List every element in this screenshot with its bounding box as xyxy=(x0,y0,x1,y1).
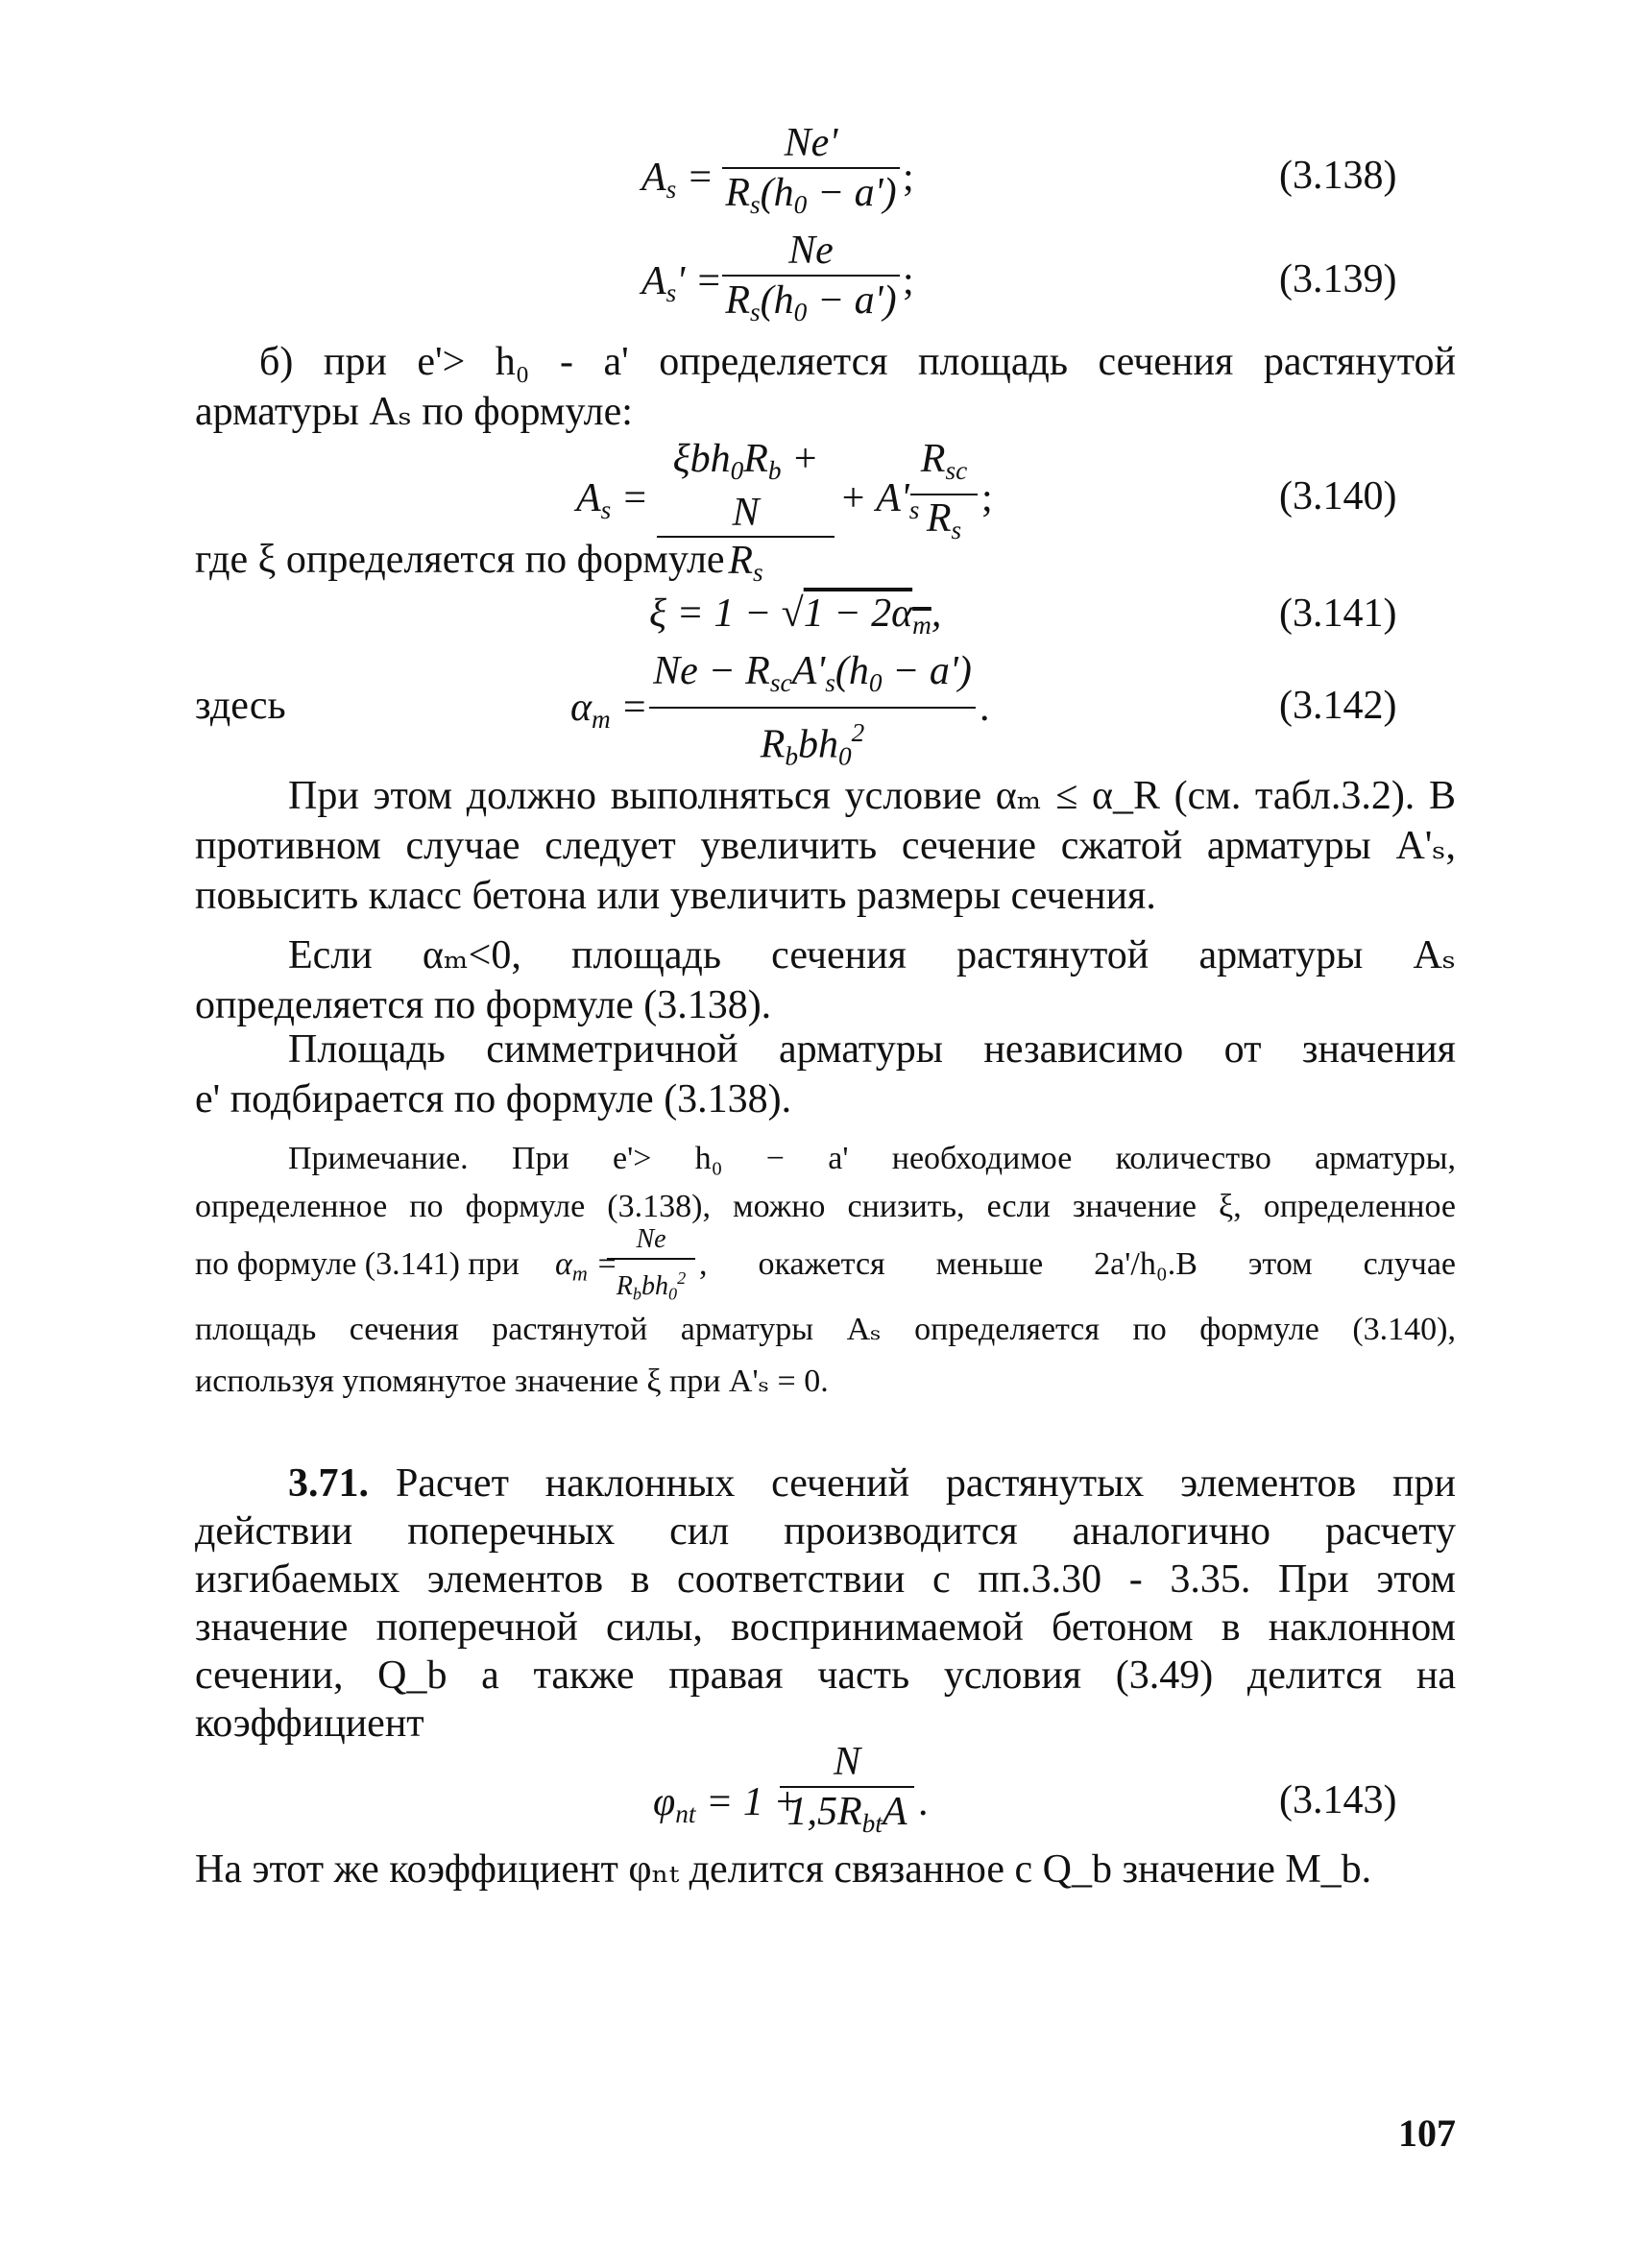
section-number: 3.71. xyxy=(288,1461,369,1506)
paragraph-line: определяется по формуле (3.138). xyxy=(195,983,772,1027)
paragraph-line: значение поперечной силы, воспринимаемой бетоном в наклонном xyxy=(195,1605,1456,1650)
equation-number: (3.138) xyxy=(1279,154,1397,198)
note-line: Примечание. При e'> h₀ − a' необходимое количество арматуры, xyxy=(288,1141,1456,1176)
equation-number: (3.141) xyxy=(1279,591,1397,636)
paragraph-line: действии поперечных сил производится аналогично расчету xyxy=(195,1509,1456,1554)
paragraph-line: повысить класс бетона или увеличить размеры сечения. xyxy=(195,874,1156,918)
here-label: здесь xyxy=(195,684,286,728)
paragraph-line: сечении, Q_b а также правая часть условия (3.49) делится на xyxy=(195,1653,1456,1698)
page-number: 107 xyxy=(1398,2111,1456,2155)
paragraph-line: арматуры Aₛ по формуле: xyxy=(195,390,633,434)
paragraph-line: изгибаемых элементов в соответствии с пп.3.30 - 3.35. При этом xyxy=(195,1557,1456,1602)
paragraph-line: При этом должно выполняться условие αₘ ≤ α_R (см. табл.3.2). В xyxy=(288,774,1456,818)
note-line: площадь сечения растянутой арматуры Aₛ определяется по формуле (3.140), xyxy=(195,1312,1456,1347)
note-line: по формуле (3.141) при xyxy=(195,1246,520,1282)
paragraph-line: б) при e'> h₀ - a' определяется площадь сечения растянутой xyxy=(259,340,1456,384)
note-line: , окажется меньше 2a'/h₀.В этом случае xyxy=(699,1246,1456,1282)
paragraph-line: Если αₘ<0, площадь сечения растянутой арматуры Aₛ xyxy=(288,933,1456,977)
paragraph-line: Расчет наклонных сечений растянутых элементов при xyxy=(396,1461,1456,1506)
paragraph-line: коэффициент xyxy=(195,1701,424,1746)
note-fraction: Ne $R_bbh_0^2$ xyxy=(607,1223,695,1310)
paragraph-line: e' подбирается по формуле (3.138). xyxy=(195,1077,792,1122)
equation-number: (3.139) xyxy=(1279,257,1397,302)
note-line: определенное по формуле (3.138), можно снизить, если значение ξ, определенное xyxy=(195,1189,1456,1224)
paragraph-line: На этот же коэффициент φₙₜ делится связанное с Q_b значение M_b. xyxy=(195,1847,1372,1892)
paragraph-line: где ξ определяется по формуле xyxy=(195,538,725,582)
note-line: используя упомянутое значение ξ при A'ₛ = 0. xyxy=(195,1363,829,1399)
paragraph-line: противном случае следует увеличить сечение сжатой арматуры A'ₛ, xyxy=(195,824,1456,868)
equation-number: (3.140) xyxy=(1279,474,1397,519)
equation-number: (3.142) xyxy=(1279,684,1397,728)
equation-number: (3.143) xyxy=(1279,1778,1397,1822)
paragraph-line: Площадь симметричной арматуры независимо от значения xyxy=(288,1027,1456,1072)
document-page: $A_s$ = $\frac{Ne'}{R_s(h_0 - a')}$ ; (3.138) $A_s'$ = $\frac{Ne}{R_s(h_0 - a')}$ ; (3.139) б) при e'> h₀ - a' определяется площадь сечения растянутой арматуры Aₛ по формуле: $A_s$ = $\xi bh_0R_b + N$ $R_s$ + $A'_s$ $R_{sc}$ $R_s$ ; (3.140) где ξ определяется по формуле $\xi = 1 - √1 - 2\alpha_m$, (3.141) здесь $\alpha_m$ = $Ne - R_{sc}A'_s(h_0 - a')$ $R_bbh_0^2$ . (3.142) При этом должно выполняться условие αₘ ≤ α_R (см. табл.3.2). В противном случае следует увеличить сечение сжатой арматуры A'ₛ, повысить класс бетона или увеличить размеры сечения. Если αₘ<0, площадь сечения растянутой арматуры Aₛ определяется по формуле (3.138). Площадь симметричной арматуры независимо от значения e' подбирается по формуле (3.138). Примечание. При e'> h₀ − a' необходимое количество арматуры, определенное по формуле (3.138), можно снизить, если значение ξ, определенное по формуле (3.141) при Ne $R_bbh_0^2$ $\alpha_m$ = , окажется меньше 2a'/h₀.В этом случае площадь сечения растянутой арматуры Aₛ определяется по формуле (3.140), используя упомянутое значение ξ при A'ₛ = 0. 3.71. Расчет наклонных сечений растянутых элементов при действии поперечных сил производится аналогично расчету изгибаемых элементов в соответствии с пп.3.30 - 3.35. При этом значение поперечной силы, воспринимаемой бетоном в наклонном сечении, Q_b а также правая часть условия (3.49) делится на коэффициент $\varphi_{nt} = 1$ + N $1,5R_{bt}A$ . (3.143) На этот же коэффициент φₙₜ делится связанное с Q_b значение M_b. 107 xyxy=(195,121,1456,2155)
